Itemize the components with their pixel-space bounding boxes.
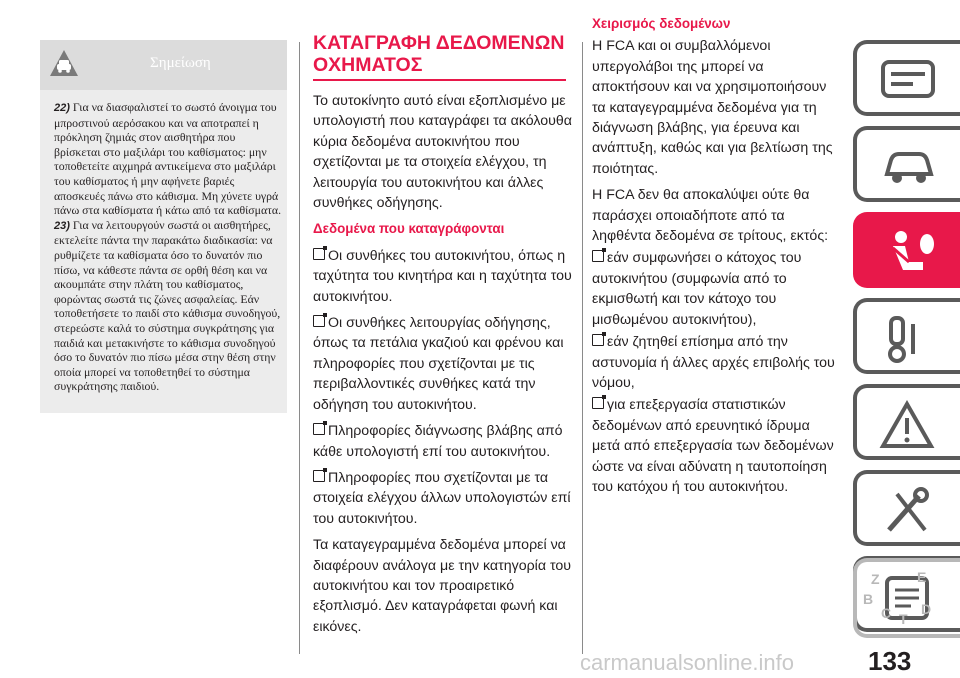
bullet-icon: [592, 250, 604, 262]
closing-paragraph: Τα καταγεγραμμένα δεδομένα μπορεί να διαφέρουν ανάλογα με την κατηγορία του αυτοκινήτου και τον προαιρετικό εξοπλισμό. Δεν καταγράφεται φωνή και εικόνες.: [313, 537, 572, 635]
page-number: 133: [868, 646, 912, 676]
bullet-item: [592, 248, 838, 330]
paragraph: Η FCA δεν θα αποκαλύψει ούτε θα παράσχει οποιαδήποτε από τα ληφθέντα δεδομένα σε τρίτους, εκτός:: [592, 187, 829, 245]
svg-text:Z: Z: [871, 571, 880, 587]
warning-triangle-icon: [879, 400, 939, 452]
column-divider: [299, 42, 300, 654]
index-letters-icon: [859, 562, 949, 634]
bullet-icon: [592, 334, 604, 346]
note-box: [40, 40, 287, 413]
tab-safety[interactable]: [853, 212, 960, 288]
bullet-text: Πληροφορίες διάγνωσης βλάβης από κάθε υπολογιστή επί του αυτοκινήτου.: [313, 423, 563, 460]
note-item: [54, 100, 282, 218]
heading-underline: [313, 79, 566, 81]
right-column: [592, 14, 838, 503]
middle-column: [313, 91, 575, 643]
bullet-text: Οι συνθήκες του αυτοκινήτου, όπως η ταχύτητα του κινητήρα και η ταχύτητα του αυτοκινήτου.: [313, 247, 572, 305]
chapter-tabs: [853, 40, 960, 642]
bullet-text: εάν συμφωνήσει ο κάτοχος του αυτοκινήτου (συμφωνία από το εκμισθωτή και τον κάτοχο του μισθωμένου αυτοκινήτου),: [592, 250, 802, 328]
subheading-data-handling: Χειρισμός δεδομένων: [592, 16, 731, 31]
bullet-item: [313, 421, 575, 462]
bullet-icon: [313, 470, 325, 482]
tab-car[interactable]: [853, 126, 960, 202]
svg-text:E: E: [917, 569, 927, 585]
note-header: [40, 40, 287, 90]
bullet-text: Οι συνθήκες λειτουργίας οδήγησης, όπως τα πετάλια γκαζιού και φρένου και πληροφορίες που σχετίζονται με τις περιβαλλοντικές συνθήκες κατά την οδήγηση του αυτοκινήτου.: [313, 315, 564, 413]
subheading-recorded-data: Δεδομένα που καταγράφονται: [313, 221, 505, 237]
bullet-text: εάν ζητηθεί επίσημα από την αστυνομία ή άλλες αρχές επιβολής του νόμου,: [592, 334, 835, 391]
bullet-item: [313, 313, 575, 415]
tab-maintenance[interactable]: [853, 470, 960, 546]
bullet-item: [592, 332, 838, 393]
tab-index[interactable]: [853, 558, 960, 638]
dashboard-icon: [879, 56, 939, 104]
note-item: [54, 218, 282, 394]
bullet-item: [313, 468, 575, 529]
tools-icon: [879, 486, 939, 538]
intro-paragraph: Το αυτοκίνητο αυτό είναι εξοπλισμένο με υπολογιστή που καταγράφει τα ακόλουθα κύρια δεδομένα αυτοκινήτου που σχετίζονται με τα στοιχεία ελέγχου, τη λειτουργία του αυτοκινήτου και άλλες συνθήκες οδήγησης.: [313, 93, 572, 212]
bullet-text: Πληροφορίες που σχετίζονται με τα στοιχεία ελέγχου άλλων υπολογιστών επί του αυτοκινήτου.: [313, 469, 571, 527]
bullet-text: για επεξεργασία στατιστικών δεδομένων από ερευνητικό ίδρυμα μετά από επεξεργασία των δεδομένων ώστε να είναι αδύνατη η ταυτοποίηση του κατόχου ή του αυτοκινήτου.: [592, 397, 834, 495]
note-text: Για να λειτουργούν σωστά οι αισθητήρες, εκτελείτε πάντα την παρακάτω διαδικασία: να ρυθμίζετε τα καθίσματα όσο το δυνατόν πιο πίσω, να κάθεστε πάντα σε ορθή θέση και να ακουμπάτε στην πλάτη του καθίσματος, φορώντας σωστά τις ζώνες ασφαλείας. Εάν τοποθετήσετε το παιδί στο κάθισμα συνοδηγού, στερεώστε καλά το σύστημα συγκράτησης για παιδιά και μετακινήστε το κάθισμα συνοδηγού όσο το δυνατόν πιο πίσω μέσα στην θέση στην οποία μπορεί να τοποθετηθεί το σύστημα συγκράτησης παιδιού.: [54, 217, 281, 394]
svg-text:C: C: [881, 605, 892, 621]
note-number: 23): [54, 219, 70, 232]
svg-text:B: B: [863, 591, 874, 607]
watermark: carmanualsonline.info: [580, 650, 795, 675]
bullet-icon: [592, 397, 604, 409]
ignition-key-icon: [879, 314, 939, 366]
svg-text:T: T: [899, 611, 908, 627]
note-body: [54, 100, 282, 394]
bullet-item: [592, 395, 838, 497]
tab-emergency[interactable]: [853, 384, 960, 460]
bullet-icon: [313, 315, 325, 327]
column-divider: [582, 42, 583, 654]
paragraph: Η FCA και οι συμβαλλόμενοι υπεργολάβοι της μπορεί να αποκτήσουν και να χρησιμοποιήσουν τα καταγεγραμμένα δεδομένα για τη διάγνωση βλάβης, για έρευνα και ανάπτυξη, καθώς και για βελτίωση της ποιότητας.: [592, 38, 833, 177]
seat-airbag-icon: [879, 228, 939, 280]
bullet-icon: [313, 248, 325, 260]
warning-car-icon: [48, 48, 80, 80]
svg-text:D: D: [921, 601, 932, 617]
section-heading: ΚΑΤΑΓΡΑΦΗ ΔΕΔΟΜΕΝΩΝ ΟΧΗΜΑΤΟΣ: [313, 32, 565, 76]
note-text: Για να διασφαλιστεί το σωστό άνοιγμα του μπροστινού αερόσακου και να αποτραπεί η πρόκληση ζημιάς στον αισθητήρα που βρίσκεται στο μαξιλάρι του καθίσματος: μην τοποθετείτε αιχμηρά αντικείμενα στο μαξιλάρι του καθίσματος ή μην αφήνετε βαριές αποσκευές πάνω στο κάθισμα. Μη χύνετε υγρά πάνω στα καθίσματα ή κάτω από τα καθίσματα.: [54, 100, 282, 218]
bullet-item: [313, 246, 575, 307]
note-title: Σημείωση: [150, 55, 211, 71]
bullet-icon: [313, 423, 325, 435]
tab-dashboard[interactable]: [853, 40, 960, 116]
note-number: 22): [54, 102, 70, 114]
tab-starting[interactable]: [853, 298, 960, 374]
car-icon: [879, 142, 939, 190]
